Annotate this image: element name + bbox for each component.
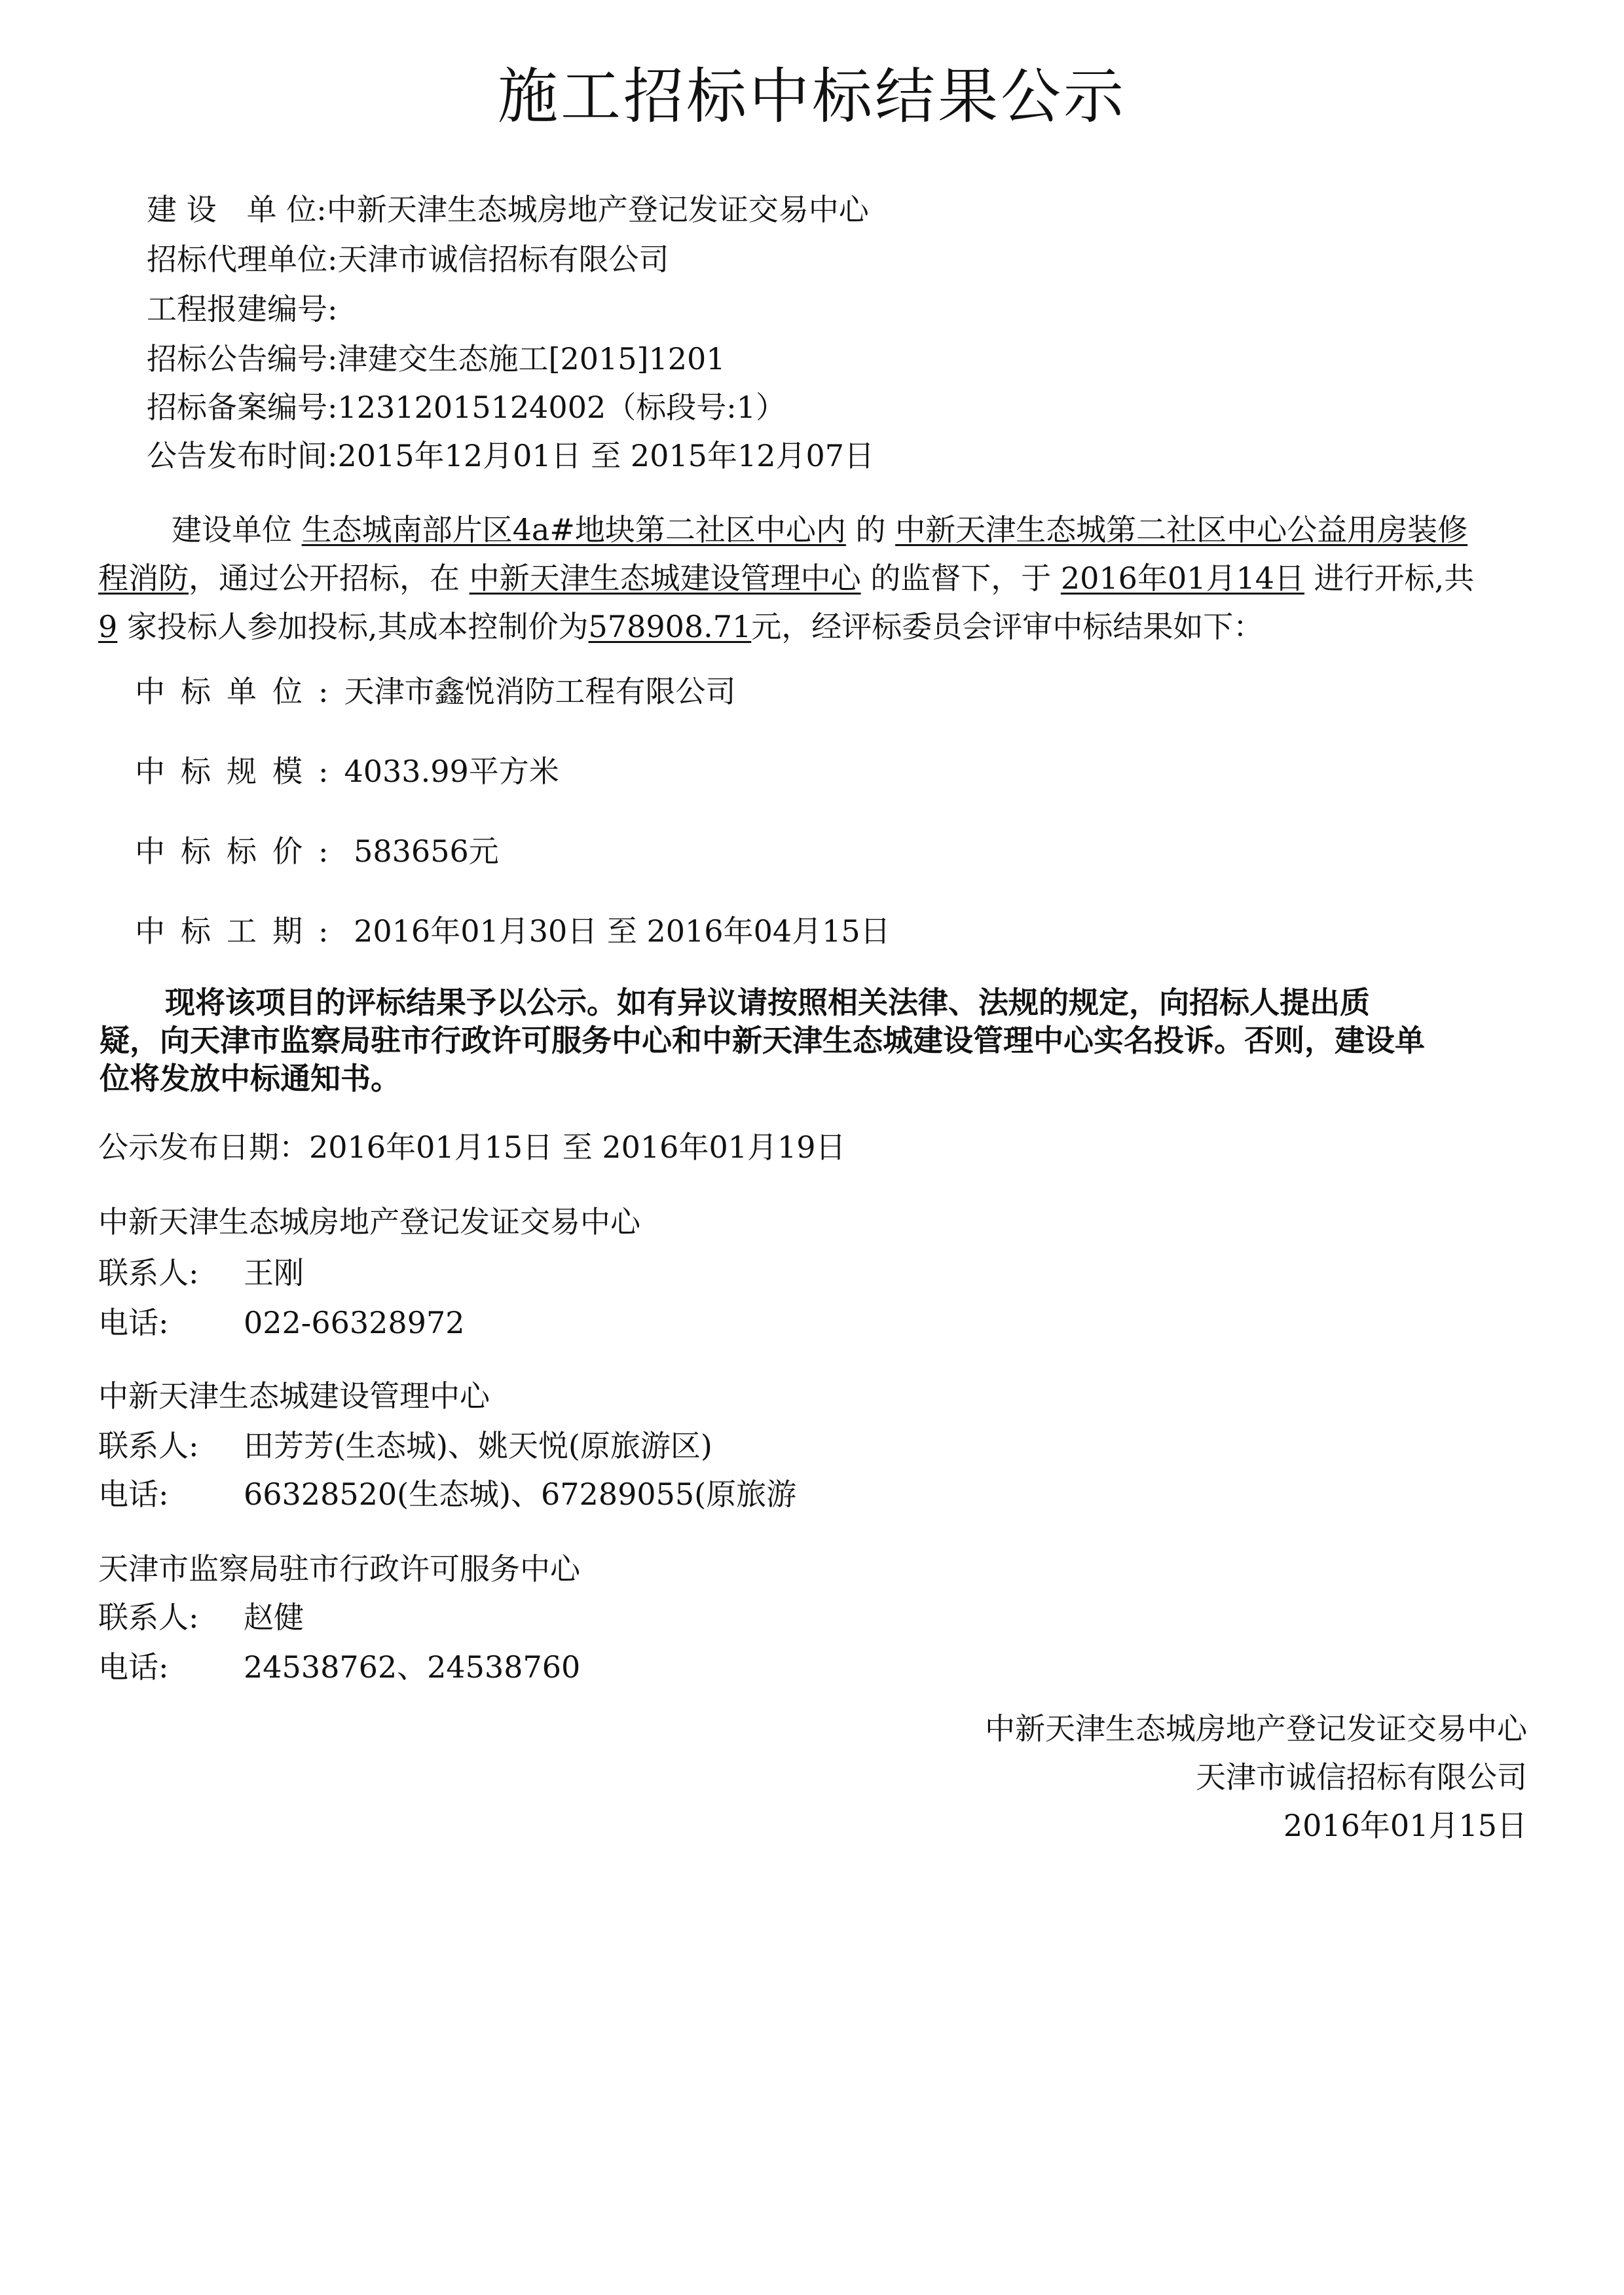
contact-person: 田芳芳(生态城)、姚天悦(原旅游区)	[244, 1428, 712, 1463]
paragraph-text: 的监督下，于	[870, 560, 1052, 596]
open-date: 2016年01月14日	[1060, 560, 1305, 596]
signature-date: 2016年01月15日	[1283, 1808, 1527, 1843]
page-title: 施工招标中标结果公示	[497, 62, 1126, 132]
award-label: 中标标价:	[135, 834, 344, 869]
contact-phone-row-3	[98, 1647, 580, 1687]
notice-line-1: 现将该项目的评标结果予以公示。如有异议请按照相关法律、法规的规定，向招标人提出质	[165, 985, 1370, 1020]
award-value: 2016年01月30日 至 2016年04月15日	[344, 913, 891, 949]
project-name: 程消防	[98, 560, 189, 596]
contact-person: 王刚	[244, 1255, 304, 1291]
award-value: 583656元	[344, 834, 499, 869]
award-label: 中标工期:	[135, 913, 344, 949]
paragraph-text: 建设单位	[172, 512, 292, 547]
cost-control-price: 578908.71	[588, 609, 752, 644]
contact-person-row-3	[98, 1598, 304, 1637]
paragraph-line-2	[98, 554, 1591, 602]
info-row-filing-number	[147, 388, 786, 427]
award-row-price	[135, 832, 499, 871]
contact-org-3: 天津市监察局驻市行政许可服务中心	[98, 1551, 580, 1587]
paragraph-line-1	[172, 505, 1624, 554]
contact-phone-label: 电话:	[98, 1305, 169, 1340]
contact-phone-label: 电话:	[98, 1477, 169, 1512]
award-row-duration	[135, 911, 891, 951]
contact-person-row-2	[98, 1426, 712, 1465]
info-row-announcement-number	[147, 339, 726, 378]
contact-phone: 022-66328972	[244, 1305, 465, 1340]
contact-phone-label: 电话:	[98, 1649, 169, 1685]
contact-person: 赵健	[244, 1600, 304, 1635]
publish-period: 公示发布日期：2016年01月15日 至 2016年01月19日	[98, 1129, 846, 1165]
signature-org-1: 中新天津生态城房地产登记发证交易中心	[985, 1711, 1527, 1746]
info-label: 建 设 单 位:	[147, 192, 327, 227]
info-label: 公告发布时间:	[147, 438, 338, 473]
contact-phone: 24538762、24538760	[244, 1649, 581, 1685]
bidder-count: 9	[98, 609, 118, 644]
info-value: 中新天津生态城房地产登记发证交易中心	[326, 192, 869, 227]
paragraph-text: 家投标人参加投标,其成本控制价为	[126, 609, 589, 644]
award-label: 中标单位:	[135, 674, 344, 709]
info-value: 津建交生态施工[2015]1201	[337, 341, 726, 376]
contact-org-2: 中新天津生态城建设管理中心	[98, 1378, 490, 1414]
info-row-project-number	[147, 289, 338, 329]
info-row-publish-time	[147, 436, 874, 475]
project-location: 生态城南部片区4a#地块第二社区中心内	[301, 512, 846, 547]
info-row-agent	[147, 240, 669, 279]
contact-phone: 66328520(生态城)、67289055(原旅游	[244, 1477, 797, 1512]
contact-phone-row-2	[98, 1475, 796, 1514]
award-label: 中标规模:	[135, 754, 344, 789]
award-row-scale	[135, 752, 559, 791]
contact-person-label: 联系人:	[98, 1255, 199, 1291]
supervisor-name: 中新天津生态城建设管理中心	[469, 560, 861, 596]
info-row-builder	[147, 190, 869, 229]
contact-phone-row-1	[98, 1303, 464, 1342]
contact-org-1: 中新天津生态城房地产登记发证交易中心	[98, 1204, 640, 1239]
award-value: 4033.99平方米	[344, 754, 559, 789]
contact-person-label: 联系人:	[98, 1428, 199, 1463]
award-value: 天津市鑫悦消防工程有限公司	[344, 674, 736, 709]
paragraph-text: 元，经评标委员会评审中标结果如下：	[751, 609, 1264, 644]
info-value: 12312015124002（标段号:1）	[337, 390, 786, 425]
project-name: 中新天津生态城第二社区中心公益用房装修	[895, 512, 1468, 547]
paragraph-text: ，通过公开招标，在	[189, 560, 460, 596]
info-label: 招标代理单位:	[147, 242, 338, 277]
paragraph-text: 的	[855, 512, 886, 547]
notice-line-3: 位将发放中标通知书。	[100, 1061, 401, 1096]
contact-person-row-1	[98, 1253, 304, 1293]
info-label: 招标公告编号:	[147, 341, 338, 376]
paragraph-text: 进行开标,共	[1314, 560, 1475, 596]
paragraph-line-3	[98, 602, 1591, 651]
info-label: 工程报建编号:	[147, 291, 338, 327]
contact-person-label: 联系人:	[98, 1600, 199, 1635]
info-value: 2015年12月01日 至 2015年12月07日	[337, 438, 875, 473]
signature-org-2: 天津市诚信招标有限公司	[1196, 1759, 1527, 1795]
info-label: 招标备案编号:	[147, 390, 338, 425]
award-row-winner	[135, 672, 736, 711]
notice-line-2: 疑，向天津市监察局驻市行政许可服务中心和中新天津生态城建设管理中心实名投诉。否则，建设单	[100, 1023, 1425, 1058]
info-value: 天津市诚信招标有限公司	[337, 242, 669, 277]
